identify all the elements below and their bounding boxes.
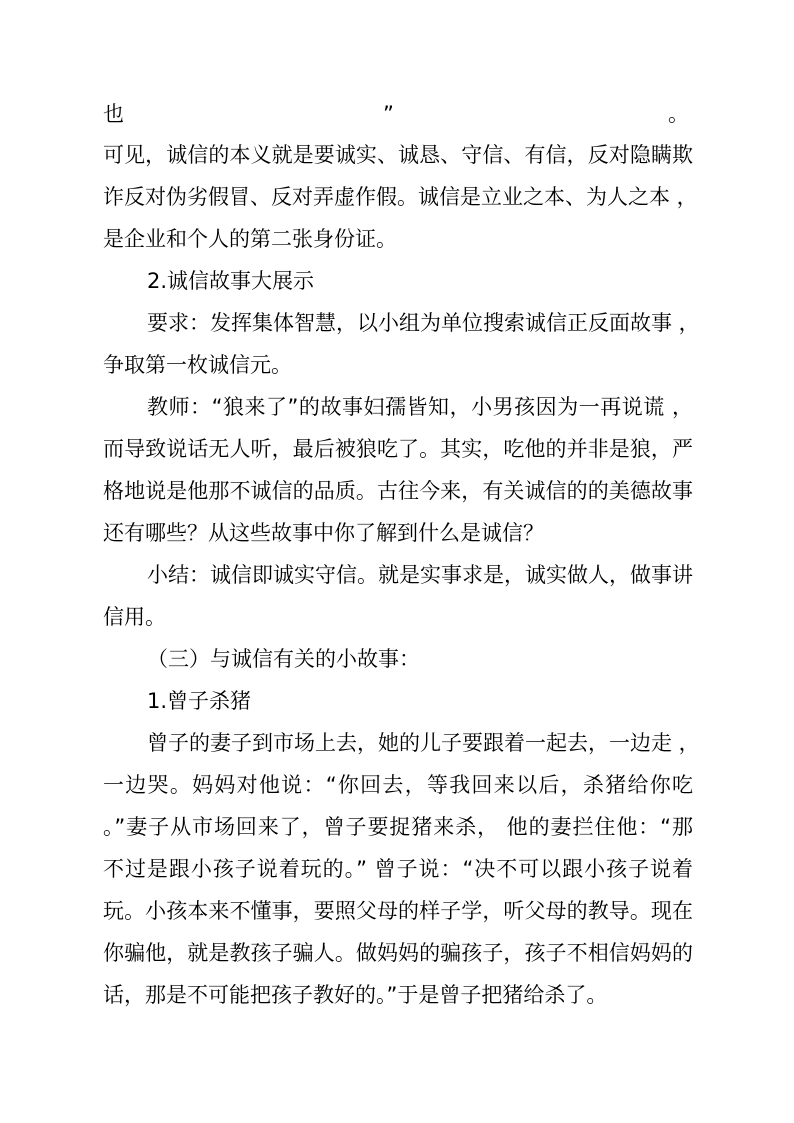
paragraph-line: 还有哪些？从这些故事中你了解到什么是诚信？ bbox=[103, 521, 544, 545]
period-mark: 。 bbox=[668, 102, 689, 126]
paragraph-line: 格地说是他那不诚信的品质。古往今来，有关诚信的的美德故事 bbox=[103, 479, 693, 503]
paragraph-line: 而导致说话无人听，最后被狼吃了。其实，吃他的并非是狼，严 bbox=[103, 437, 693, 461]
paragraph-line: 。”妻子从市场回来了，曾子要捉猪来杀， 他的妻拦住他：“那 bbox=[103, 815, 693, 839]
paragraph-line: 不过是跟小孩子说着玩的。” 曾子说：“决不可以跟小孩子说着 bbox=[103, 857, 693, 881]
story-title: 1.曾子杀猪 bbox=[147, 689, 252, 713]
section-heading: （三）与诚信有关的小故事： bbox=[147, 647, 420, 671]
paragraph-line: 曾子的妻子到市场上去，她的儿子要跟着一起去，一边走 ， bbox=[147, 731, 700, 755]
paragraph-line: 小结：诚信即诚实守信。就是实事求是，诚实做人，做事讲 bbox=[147, 563, 693, 587]
paragraph-line: 是企业和个人的第二张身份证。 bbox=[103, 227, 397, 251]
section-heading: 2.诚信故事大展示 bbox=[147, 269, 315, 293]
paragraph-line: 教师：“狼来了”的故事妇孺皆知，小男孩因为一再说谎 ， bbox=[147, 395, 693, 419]
closing-quote-mark: ” bbox=[383, 102, 394, 126]
paragraph-line: 话，那是不可能把孩子教好的。”于是曾子把猪给杀了。 bbox=[103, 983, 608, 1007]
paragraph-line: 争取第一枚诚信元。 bbox=[103, 353, 292, 377]
paragraph-line: 诈反对伪劣假冒、反对弄虚作假。诚信是立业之本、为人之本 ， bbox=[103, 185, 698, 209]
paragraph-line: 玩。小孩本来不懂事，要照父母的样子学，听父母的教导。现在 bbox=[103, 899, 693, 923]
text-line-fragment: 也 bbox=[103, 102, 124, 126]
paragraph-line: 要求：发挥集体智慧，以小组为单位搜索诚信正反面故事 ， bbox=[147, 311, 700, 335]
paragraph-line: 一边哭。妈妈对他说：“你回去，等我回来以后，杀猪给你吃 bbox=[103, 773, 693, 797]
paragraph-line: 你骗他，就是教孩子骗人。做妈妈的骗孩子，孩子不相信妈妈的 bbox=[103, 941, 693, 965]
paragraph-line: 信用。 bbox=[103, 605, 166, 629]
paragraph-line: 可见，诚信的本义就是要诚实、诚恳、守信、有信，反对隐瞒欺 bbox=[103, 143, 693, 167]
